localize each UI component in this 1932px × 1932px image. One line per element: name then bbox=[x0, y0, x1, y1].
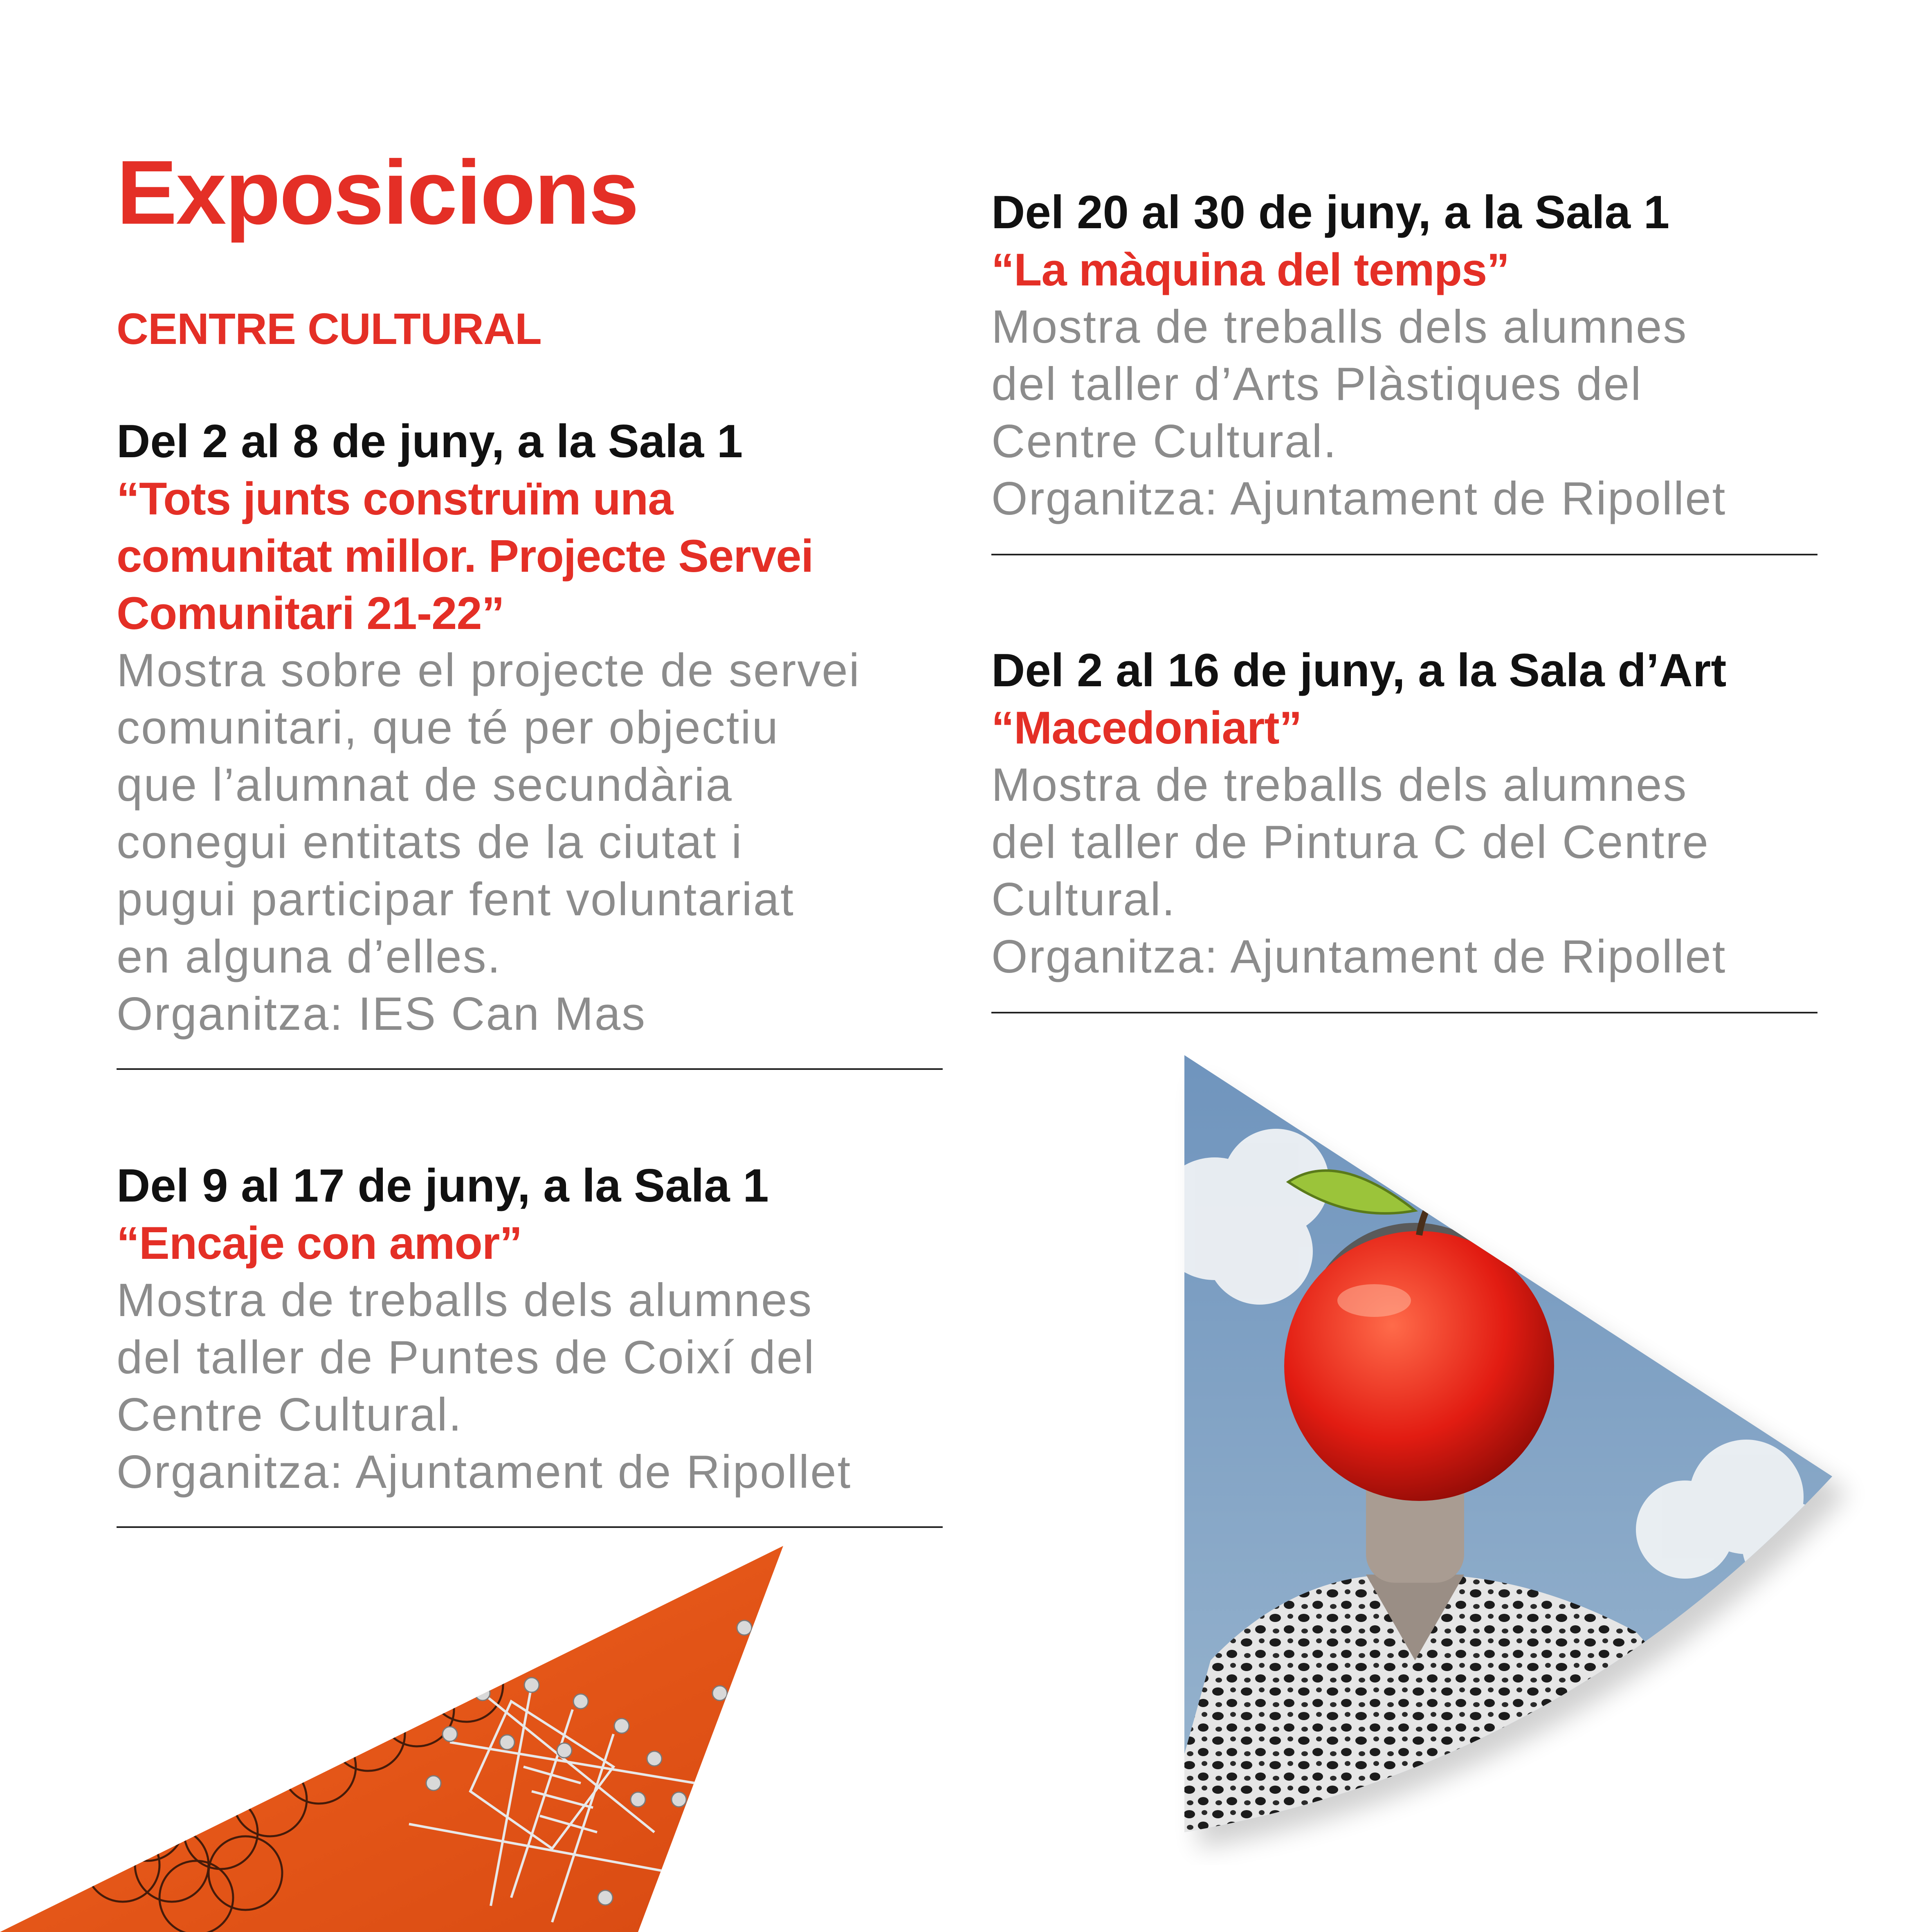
exhibition-entry bbox=[991, 642, 1820, 986]
entry-description-line: del taller d’Arts Plàstiques del bbox=[991, 358, 1642, 410]
entry-description-line: pugui participar fent voluntariat bbox=[117, 874, 795, 926]
entry-description-line: del taller de Pintura C del Centre bbox=[991, 816, 1710, 868]
entry-description-line: Mostra de treballs dels alumnes bbox=[991, 759, 1688, 811]
entry-organizer: Organitza: Ajuntament de Ripollet bbox=[991, 473, 1727, 525]
divider bbox=[117, 1068, 943, 1070]
entry-description-line: Cultural. bbox=[991, 874, 1176, 926]
page-title: Exposicions bbox=[117, 142, 638, 243]
divider bbox=[117, 1526, 943, 1528]
divider bbox=[991, 1012, 1817, 1013]
entry-date: Del 9 al 17 de juny, a la Sala 1 bbox=[117, 1160, 769, 1212]
entry-description-line: Mostra sobre el projecte de servei bbox=[117, 645, 861, 696]
entry-title-line: “La màquina del temps” bbox=[991, 244, 1510, 295]
entry-description-line: del taller de Puntes de Coixí del bbox=[117, 1332, 815, 1384]
entry-description-line: que l’alumnat de secundària bbox=[117, 759, 733, 811]
venue-heading: CENTRE CULTURAL bbox=[117, 304, 541, 353]
apple-face-photo bbox=[1153, 1047, 1865, 1865]
entry-description-line: comunitari, que té per objectiu bbox=[117, 702, 780, 754]
entry-description-line: Centre Cultural. bbox=[991, 416, 1338, 467]
entry-organizer: Organitza: IES Can Mas bbox=[117, 988, 647, 1040]
entry-description-line: Centre Cultural. bbox=[117, 1389, 463, 1441]
entry-description-line: Mostra de treballs dels alumnes bbox=[117, 1274, 813, 1326]
entry-description-line: Mostra de treballs dels alumnes bbox=[991, 301, 1688, 353]
exhibition-entry bbox=[117, 413, 945, 1043]
entry-title-line: comunitat millor. Projecte Servei bbox=[117, 530, 813, 582]
exhibition-entry bbox=[991, 184, 1820, 528]
entry-title-line: “Tots junts construïm una bbox=[117, 473, 673, 524]
bobbin-lace-photo bbox=[0, 1538, 789, 1932]
entry-title-line: Comunitari 21-22” bbox=[117, 588, 504, 639]
entry-title-line: “Macedoniart” bbox=[991, 702, 1302, 753]
entry-date: Del 2 al 8 de juny, a la Sala 1 bbox=[117, 416, 743, 467]
entry-date: Del 20 al 30 de juny, a la Sala 1 bbox=[991, 186, 1670, 238]
entry-date: Del 2 al 16 de juny, a la Sala d’Art bbox=[991, 645, 1727, 696]
exhibition-entry bbox=[117, 1157, 945, 1501]
entry-title-line: “Encaje con amor” bbox=[117, 1218, 522, 1269]
entry-description-line: conegui entitats de la ciutat i bbox=[117, 816, 743, 868]
entry-organizer: Organitza: Ajuntament de Ripollet bbox=[991, 931, 1727, 983]
entry-description-line: en alguna d’elles. bbox=[117, 931, 502, 983]
entry-organizer: Organitza: Ajuntament de Ripollet bbox=[117, 1446, 852, 1498]
divider bbox=[991, 554, 1817, 555]
